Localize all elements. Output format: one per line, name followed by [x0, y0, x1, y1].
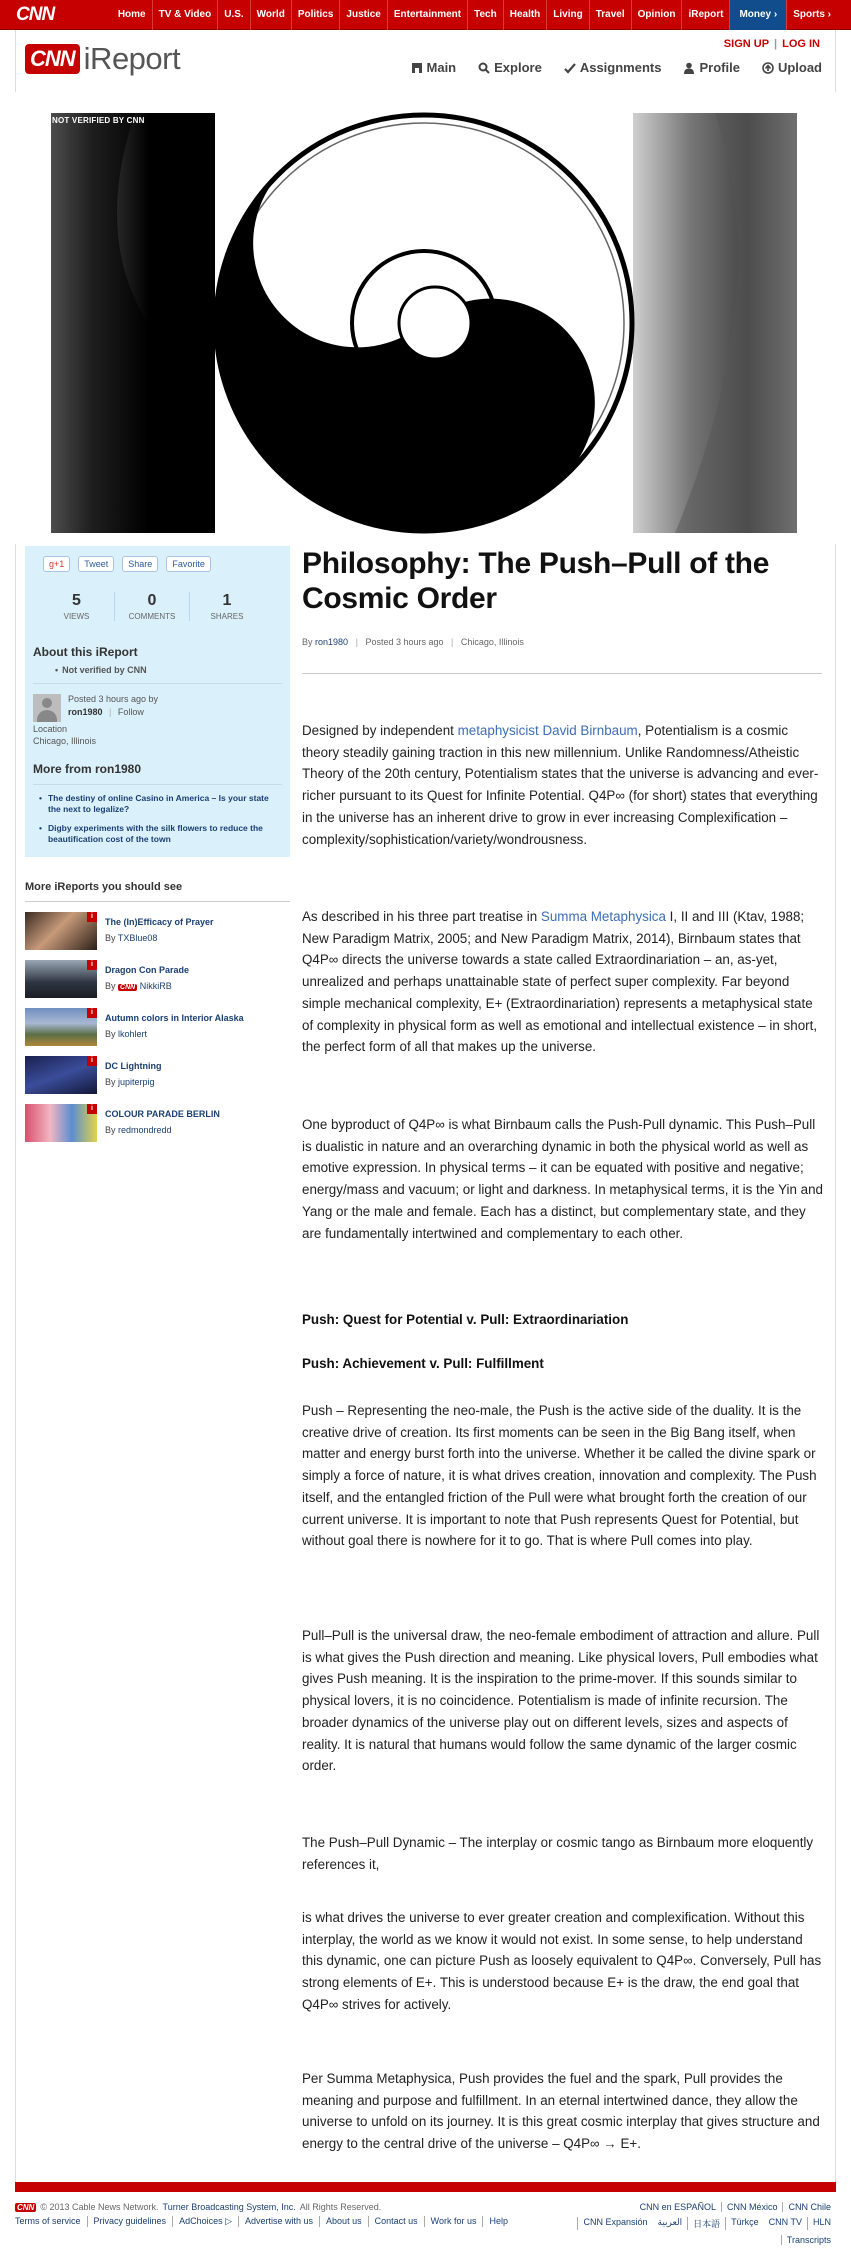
nav-living[interactable]: Living — [546, 0, 588, 30]
nav-us[interactable]: U.S. — [217, 0, 249, 30]
top-navigation-bar — [0, 0, 851, 30]
more-ireports-title: More iReports you should see — [25, 881, 183, 893]
contact-link[interactable]: Contact us — [368, 2216, 424, 2227]
social-share-buttons — [43, 556, 282, 572]
rights-text: All Rights Reserved. — [299, 2202, 382, 2212]
ireport-badge-icon: i — [87, 1008, 97, 1018]
divider — [33, 683, 282, 684]
nav-upload-label: Upload — [777, 60, 822, 75]
report-byline — [105, 1077, 161, 1087]
article-paragraph: Per Summa Metaphysica, Push provides the fuel and the spark, Pull provides the meaning and purpose and fulfillment. In an eternal intertwined dance, they allow the universe to unfold on its journey. It is this great cosmic interplay that gives structure and energy to the central drive of the universe – Q4P∞ → E+. — [302, 2071, 820, 2152]
nav-profile[interactable] — [683, 60, 739, 75]
auth-links — [724, 38, 820, 50]
nav-travel[interactable]: Travel — [589, 0, 631, 30]
ireport-main-nav — [411, 60, 822, 75]
article-paragraph: Push – Representing the neo-male, the Push is the active side of the duality. It is the creative drive of creation. Its first moments can be seen in the Big Bang itself, when matter and energy burst forth into the universe. Whether it be called the divine spark or simply a force of nature, it is what drives creation, innovation and complexity. The Push itself, and the entangled friction of the Pull were what brought forth the creation of our current universe. It is important to note that Push represents Quest for Potential, but without goal there is nowhere for it to go. That is where Pull comes into play. — [302, 1403, 817, 1549]
article-paragraph: One byproduct of Q4P∞ is what Birnbaum calls the Push-Pull dynamic. This Push–Pull is dualistic in nature and an overarching dynamic in both the physical world as well as emotive expression. In physical terms – it can be equated with positive and negative; energy/mass and vacuum; or light and darkness. In metaphysical terms, it is the Yin and Yang or the male and female. Each has a distinct, but complementary state, and they are fundamentally intertwined and complementary to each other. — [302, 1117, 824, 1241]
report-author-link[interactable]: NikkiRB — [139, 981, 172, 991]
cnn-badge: CNN — [120, 984, 136, 991]
paragraph-text: I, II and III (Ktav, 1988; New Paradigm Matrix, 2005; and New Paradigm Matrix, 2014), Birnbaum states that Q4P∞ directs the universe towards a state called Extraordinariation – an, as-yet, unrealized and perhaps unattainable state of perfect super complexity. Far beyond simple mechanical complexity, E+ (Extraordinariation) represents a metaphysical state of complexity in physical form as well as emotional and intellectual existence – in short, the perfect form of all that makes up the universe. — [302, 909, 818, 1055]
poster-details — [68, 694, 158, 722]
by-label: By — [105, 1077, 116, 1087]
nav-justice[interactable]: Justice — [339, 0, 386, 30]
location-value: Chicago, Illinois — [33, 736, 97, 746]
nav-money[interactable]: Money › — [729, 0, 786, 30]
edition-link[interactable]: Türkçe — [725, 2217, 764, 2230]
ireport-badge-icon: i — [87, 912, 97, 922]
nav-sports[interactable]: Sports › — [786, 0, 837, 30]
article-paragraph: is what drives the universe to ever greater creation and complexification. Without this interplay, the world as we know it would not exist. In some sense, to help understand this dynamic, one can picture Push as loosely equivalent to Q4P∞. Conversely, Pull has strong elements of E+. This is understood because E+ is the draw, the end goal that Q4P∞ strives for actively. — [302, 1910, 822, 2012]
location-label: Location — [33, 724, 68, 734]
byline-separator: | — [451, 637, 454, 647]
article-paragraph — [302, 906, 826, 1058]
nav-ireport[interactable]: iReport — [681, 0, 729, 30]
nav-explore-label: Explore — [494, 60, 542, 75]
auth-separator: | — [774, 38, 778, 50]
follow-link[interactable]: Follow — [117, 707, 144, 717]
birnbaum-link[interactable]: metaphysicist David Birnbaum — [457, 723, 638, 738]
comments-count: 0 — [147, 592, 157, 609]
international-editions — [566, 2202, 836, 2245]
stats-row — [39, 592, 282, 621]
ireport-badge-icon: i — [87, 1056, 97, 1066]
copyright-text: © 2013 Cable News Network. — [40, 2202, 159, 2212]
shares-stat — [189, 592, 264, 621]
report-title-link[interactable]: Autumn colors in Interior Alaska — [105, 1013, 244, 1023]
shares-count: 1 — [222, 592, 232, 609]
paragraph-text: Designed by independent — [302, 723, 458, 738]
report-byline — [105, 933, 214, 943]
nav-upload[interactable] — [762, 60, 822, 75]
report-author-link[interactable]: redmondredd — [118, 1125, 172, 1135]
ireport-logo-text: iReport — [83, 41, 181, 76]
thumbnail-colour-parade[interactable] — [25, 1104, 97, 1142]
report-title-link[interactable]: DC Lightning — [105, 1061, 162, 1071]
nav-explore[interactable] — [478, 60, 542, 75]
upload-icon — [762, 62, 774, 74]
adchoices-link[interactable]: AdChoices ▷ — [172, 2216, 238, 2227]
not-verified-badge: NOT VERIFIED BY CNN — [52, 116, 145, 125]
list-item-text — [105, 1056, 161, 1094]
list-item-text — [105, 1104, 220, 1142]
ireport-info-box — [25, 546, 290, 857]
comments-stat[interactable] — [114, 592, 189, 621]
privacy-link[interactable]: Privacy guidelines — [87, 2216, 173, 2227]
thumbnail-dragon-con[interactable] — [25, 960, 97, 998]
footer-cnn-logo[interactable]: CNN — [17, 2202, 35, 2212]
not-verified-note — [55, 665, 282, 675]
divider — [25, 901, 290, 902]
turner-link[interactable]: Turner Broadcasting System, Inc. — [162, 2202, 296, 2212]
sign-up-link[interactable]: SIGN UP — [723, 38, 770, 50]
paragraph-text: , Potentialism is a cosmic theory steadily gaining traction in this new millennium. Unlike Randomness/Atheistic Theory of the 20th century, Potentialism states that the universe is advancing and ever-richer pursuant to its Quest for Infinite Potential. Q4P∞ (for short) states that everything in the universe has an inherent drive to grow in ever increasing Complexification – complexity/sophistication/variety/wondrousness. — [302, 723, 819, 847]
list-item-text — [105, 912, 214, 950]
more-from-item[interactable] — [39, 793, 282, 815]
person-icon — [683, 62, 695, 74]
report-byline — [105, 1125, 220, 1135]
thumbnail-autumn-alaska[interactable] — [25, 1008, 97, 1046]
nav-main-label: Main — [426, 60, 457, 75]
help-link[interactable]: Help — [482, 2216, 514, 2227]
copyright — [15, 2202, 381, 2212]
comments-label: COMMENTS — [128, 612, 176, 621]
poster-row — [68, 707, 158, 717]
bullet-icon: • — [39, 823, 42, 833]
footer-links — [15, 2216, 514, 2227]
edition-link[interactable]: 日本語 — [687, 2217, 725, 2230]
about-link[interactable]: About us — [319, 2216, 368, 2227]
work-link[interactable]: Work for us — [424, 2216, 483, 2227]
bullet-icon: • — [55, 665, 59, 675]
nav-main[interactable] — [411, 60, 457, 75]
posted-time: Posted 3 hours ago — [365, 637, 444, 647]
by-label: By — [105, 1029, 116, 1039]
ireport-logo[interactable] — [25, 41, 180, 77]
article-subheading: Push: Quest for Potential v. Pull: Extraordinariation — [302, 1312, 629, 1327]
edition-link[interactable]: العربية — [657, 2217, 683, 2227]
footer-bar — [15, 2182, 836, 2192]
nav-opinion[interactable]: Opinion — [631, 0, 682, 30]
checkmark-icon — [564, 62, 576, 74]
thumbnail-prayer[interactable] — [25, 912, 97, 950]
list-item — [25, 912, 290, 950]
article-title: Philosophy: The Push–Pull of the Cosmic Order — [302, 547, 770, 615]
edition-link[interactable]: CNN Chile — [782, 2202, 836, 2212]
hero-image — [15, 92, 836, 544]
sidebar — [25, 546, 290, 1142]
search-icon — [478, 62, 490, 74]
paragraph-text: As described in his three part treatise in — [302, 909, 541, 924]
posted-time: Posted 3 hours ago by — [68, 694, 159, 704]
avatar[interactable] — [33, 694, 61, 722]
edition-link[interactable]: Transcripts — [781, 2235, 836, 2245]
by-label: By — [105, 1125, 116, 1135]
report-byline — [105, 1029, 244, 1039]
thumbnail-dc-lightning[interactable] — [25, 1056, 97, 1094]
list-item — [25, 960, 290, 998]
ireport-badge-icon: i — [87, 960, 97, 970]
tweet-button[interactable]: Tweet — [78, 556, 114, 572]
edition-link[interactable]: CNN TV — [768, 2217, 802, 2227]
views-stat — [39, 592, 114, 621]
report-author-link[interactable]: lkohlert — [118, 1029, 148, 1039]
views-label: VIEWS — [63, 612, 90, 621]
article-subheading: Push: Achievement v. Pull: Fulfillment — [302, 1356, 544, 1371]
home-icon — [411, 62, 423, 74]
ireport-logo-cnn: CNN — [25, 44, 80, 74]
list-item — [25, 1056, 290, 1094]
ireport-header — [15, 30, 836, 92]
summa-metaphysica-link[interactable]: Summa Metaphysica — [540, 909, 666, 924]
nav-tech[interactable]: Tech — [467, 0, 503, 30]
article-header — [302, 546, 822, 674]
about-title: About this iReport — [33, 645, 138, 659]
more-from-item-title: Digby experiments with the silk flowers to reduce the beautification cost of the town — [47, 823, 263, 844]
not-verified-text: Not verified by CNN — [62, 665, 147, 675]
share-button[interactable]: Share — [122, 556, 158, 572]
nav-assignments[interactable] — [564, 60, 662, 75]
section-links — [112, 0, 851, 30]
report-author-link[interactable]: TXBlue08 — [117, 933, 158, 943]
favorite-button[interactable]: Favorite — [166, 556, 211, 572]
list-item-text — [105, 960, 189, 998]
google-plus-button[interactable]: g+1 — [43, 556, 70, 572]
divider — [302, 673, 822, 674]
report-byline — [105, 981, 189, 991]
article-paragraph — [302, 720, 826, 850]
nav-politics[interactable]: Politics — [291, 0, 340, 30]
article-paragraph: Pull–Pull is the universal draw, the neo-female embodiment of attraction and allure. Pull is what gives the Push direction and meaning. Like physical lovers, Pull embodies what gives Push meaning. It is the inspiration to the prime-mover. If this sounds similar to physical lovers, it is no coincidence. Potentialism is made of infinite recursion. The broader dynamics of the universe play out on different levels, sizes and aspects of reality. It is natural that humans would follow the same dynamic of the larger cosmic order. — [302, 1628, 820, 1774]
poster-name-link[interactable]: ron1980 — [68, 707, 103, 717]
hero-yin-yang-image — [15, 92, 836, 544]
log-in-link[interactable]: LOG IN — [782, 38, 820, 50]
author-link[interactable]: ron1980 — [315, 637, 349, 647]
more-from-title: More from ron1980 — [33, 762, 142, 776]
divider — [33, 784, 282, 785]
poster-info — [33, 694, 282, 722]
article-paragraph: The Push–Pull Dynamic – The interplay or cosmic tango as Birnbaum more eloquently references it, — [302, 1835, 814, 1872]
edition-link[interactable]: CNN Expansión — [577, 2217, 652, 2230]
edition-link[interactable]: CNN México — [721, 2202, 783, 2212]
views-count: 5 — [72, 592, 81, 609]
list-item — [25, 1008, 290, 1046]
nav-world[interactable]: World — [250, 0, 291, 30]
by-label: By — [105, 933, 116, 943]
edition-link[interactable]: HLN — [807, 2217, 836, 2230]
nav-health[interactable]: Health — [503, 0, 547, 30]
more-from-item-title: The destiny of online Casino in America – Is your state the next to legalize? — [47, 793, 269, 814]
report-title-link[interactable]: COLOUR PARADE BERLIN — [105, 1109, 220, 1119]
advertise-link[interactable]: Advertise with us — [238, 2216, 319, 2227]
article-location: Chicago, Illinois — [460, 637, 524, 647]
by-label: By — [302, 637, 313, 647]
nav-entertainment[interactable]: Entertainment — [387, 0, 467, 30]
more-ireports-section — [25, 881, 290, 1142]
article-byline — [302, 637, 822, 647]
nav-assignments-label: Assignments — [579, 60, 662, 75]
bullet-icon: • — [39, 793, 42, 803]
shares-label: SHARES — [210, 612, 244, 621]
report-title-link[interactable]: Dragon Con Parade — [105, 965, 190, 975]
footer — [15, 2192, 836, 2262]
list-item — [25, 1104, 290, 1142]
edition-link[interactable]: CNN en ESPAÑOL — [639, 2202, 716, 2212]
nav-tv-video[interactable]: TV & Video — [152, 0, 218, 30]
nav-profile-label: Profile — [699, 60, 740, 75]
list-item-text — [105, 1008, 244, 1046]
poster-separator: | — [109, 707, 112, 717]
more-from-item[interactable] — [39, 823, 282, 845]
report-title-link[interactable]: The (In)Efficacy of Prayer — [105, 917, 214, 927]
nav-home[interactable]: Home — [117, 9, 146, 20]
byline-separator: | — [355, 637, 358, 647]
report-author-link[interactable]: jupiterpig — [118, 1077, 155, 1087]
terms-link[interactable]: Terms of service — [15, 2216, 81, 2226]
cnn-logo[interactable]: CNN — [16, 4, 55, 25]
by-label: By — [105, 981, 116, 991]
ireport-badge-icon: i — [87, 1104, 97, 1114]
